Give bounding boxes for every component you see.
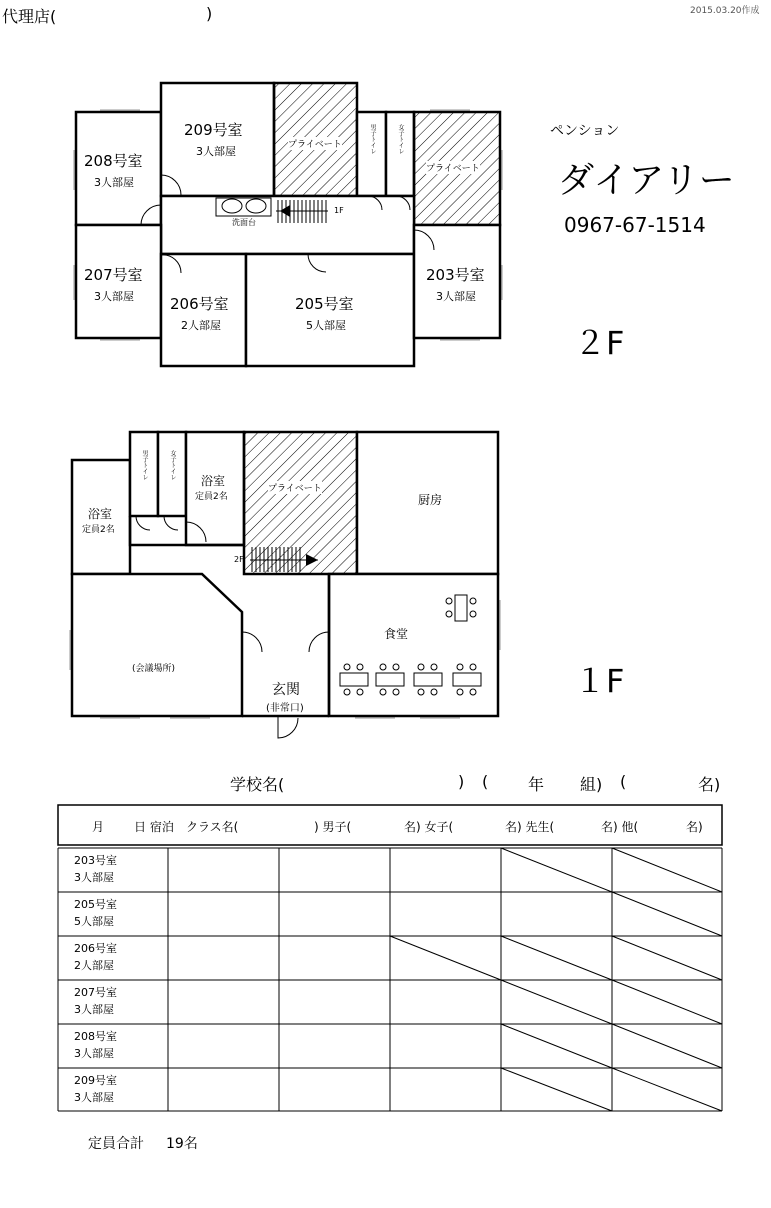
toilet-f-2f-label: 女子トイレ xyxy=(397,124,404,154)
floor-1-label: １F xyxy=(574,662,625,700)
header-month: 月 xyxy=(92,820,105,834)
washroom-label: 洗面台 xyxy=(232,218,256,227)
year-open: ( xyxy=(482,772,489,791)
bath-2-name: 浴室 xyxy=(201,474,226,488)
room-205-name: 205号室 xyxy=(295,295,354,313)
stairs-1f-label: 2F xyxy=(234,555,244,564)
row-205-room: 205号室 xyxy=(74,898,117,911)
toilet-f-1f-label: 女子トイレ xyxy=(169,450,176,480)
header-day-stay: 日 宿泊 xyxy=(134,820,174,834)
room-206-name: 206号室 xyxy=(170,295,229,313)
row-208-capacity: 3人部屋 xyxy=(74,1047,114,1060)
emergency-label: (非常口) xyxy=(266,703,304,714)
corridor-2f xyxy=(161,196,414,254)
row-208-room: 208号室 xyxy=(74,1030,117,1043)
row-206-room: 206号室 xyxy=(74,942,117,955)
private-2f-1-label: プライベート xyxy=(288,137,342,150)
dining-label: 食堂 xyxy=(384,627,409,641)
row-209-room: 209号室 xyxy=(74,1074,117,1087)
room-209-name: 209号室 xyxy=(184,121,243,139)
room-203-name: 203号室 xyxy=(426,266,485,284)
room-205-capacity: 5人部屋 xyxy=(306,319,346,332)
header-teachers: 名) 先生( xyxy=(505,820,555,834)
row-206-capacity: 2人部屋 xyxy=(74,959,114,972)
total-label: 定員合計 xyxy=(88,1136,144,1152)
kitchen-label: 厨房 xyxy=(418,493,443,507)
toilet-m-2f-label: 男子トイレ xyxy=(369,124,376,154)
private-2f-2-label: プライベート xyxy=(426,161,480,174)
year-label: 年 xyxy=(528,775,545,794)
header-others: 名) 他( xyxy=(601,820,639,834)
row-203-capacity: 3人部屋 xyxy=(74,871,114,884)
row-205-capacity: 5人部屋 xyxy=(74,915,114,928)
class-label: 組) xyxy=(580,775,603,794)
room-208-name: 208号室 xyxy=(84,152,143,170)
room-203-capacity: 3人部屋 xyxy=(436,290,476,303)
row-207-room: 207号室 xyxy=(74,986,117,999)
bath-1-name: 浴室 xyxy=(88,507,113,521)
people-label: 名) xyxy=(698,775,721,794)
header-class-name: クラス名( xyxy=(186,820,239,834)
meeting-label: (会議場所) xyxy=(132,664,176,674)
room-206-capacity: 2人部屋 xyxy=(181,319,221,332)
meeting-room xyxy=(72,574,242,716)
row-207-capacity: 3人部屋 xyxy=(74,1003,114,1016)
pension-name: ダイアリー xyxy=(558,160,735,201)
header-boys: ) 男子( xyxy=(314,820,352,834)
stairs-2f-label: 1F xyxy=(334,206,344,215)
room-208-capacity: 3人部屋 xyxy=(94,176,134,189)
agency-close: ) xyxy=(206,4,213,23)
created-date: 2015.03.20作成 xyxy=(690,6,760,16)
people-open: ( xyxy=(620,772,627,791)
room-207-name: 207号室 xyxy=(84,266,143,284)
header-girls: 名) 女子( xyxy=(404,820,454,834)
pension-type: ペンション xyxy=(550,123,620,139)
room-207-capacity: 3人部屋 xyxy=(94,290,134,303)
floor-2-label: ２F xyxy=(574,324,625,362)
school-paren-close: ) xyxy=(458,772,465,791)
bath-2-capacity: 定員2名 xyxy=(195,492,228,502)
header-end: 名) xyxy=(686,820,703,834)
row-209-capacity: 3人部屋 xyxy=(74,1091,114,1104)
agency-label: 代理店( xyxy=(2,7,57,26)
total-value: 19名 xyxy=(166,1136,198,1152)
row-203-room: 203号室 xyxy=(74,854,117,867)
pension-phone: 0967-67-1514 xyxy=(564,213,706,237)
entrance-label: 玄関 xyxy=(272,682,300,698)
room-209-capacity: 3人部屋 xyxy=(196,145,236,158)
private-1f-label: プライベート xyxy=(268,481,322,494)
toilet-m-1f-label: 男子トイレ xyxy=(141,450,148,480)
bath-1-capacity: 定員2名 xyxy=(82,525,115,535)
school-label: 学校名( xyxy=(230,775,285,794)
